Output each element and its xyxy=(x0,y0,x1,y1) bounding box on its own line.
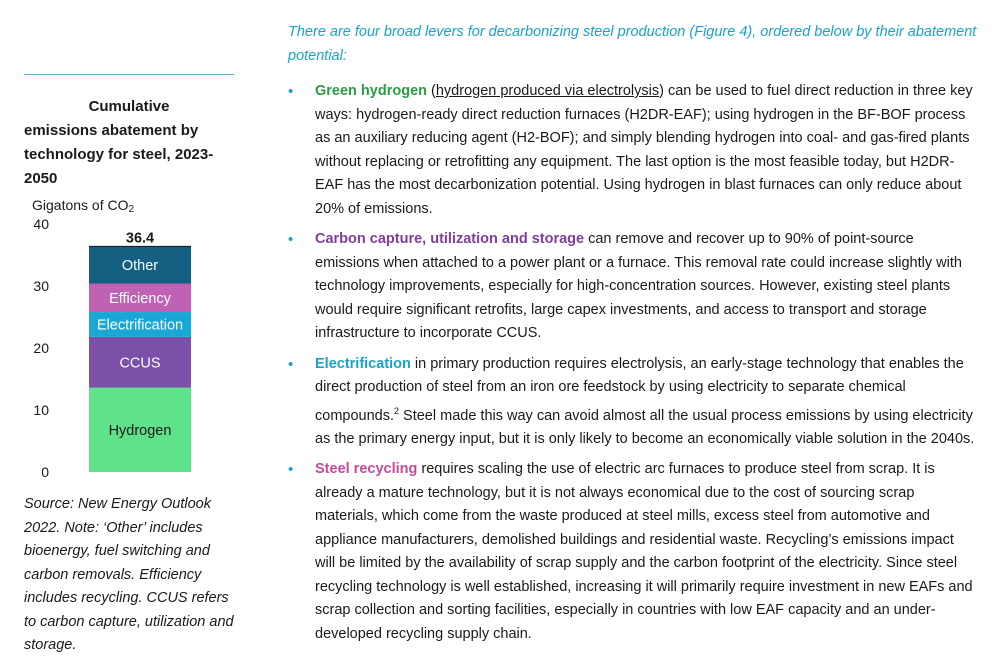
unit-subscript: 2 xyxy=(128,204,135,215)
intro-text: There are four broad levers for decarbonizing steel production (Figure 4), ordered below by their abatement potential: xyxy=(288,24,977,64)
chart-source-note: Source: New Energy Outlook 2022. Note: ‘Other’ includes bioenergy, fuel switching and carbon removals. Efficiency includes recycling. CCUS refers to carbon capture, utilization and storage. xyxy=(24,496,234,653)
lever-text: requires scaling the use of electric arc furnaces to produce steel from scrap. It is already a mature technology, but it is not always economical due to the cost of sourcing scrap materials, which come from the waste produced at steel mills, excess steel from automotive and appliance manufacturers, demolished buildings and residential waste. Recycling’s emissions impact will be limited by the availability of scrap supply and the carbon footprint of the electricity. Since steel recycling technology is well established, increasing it will primarily require investment in new EAFs and scrap collection and sorting facilities, especially in countries with low EAF capacity and an under-developed recycling supply chain. xyxy=(315,461,973,642)
lever-text: ) can be used to fuel direct reduction in three key ways: hydrogen-ready direct reduction furnaces (H2DR-EAF); using hydrogen in the BF-BOF process as an auxiliary reducing agent (H2-BOF); and simply blending hydrogen into coal- and gas-fired plants without replacing or retrofitting any equipment. The last option is the most feasible today, but H2DR-EAF has the most decarbonization potential. Using hydrogen in blast furnaces can only reduce about 20% of emissions. xyxy=(315,83,973,217)
y-tick-label: 30 xyxy=(33,278,49,294)
bullet-icon: • xyxy=(288,461,294,479)
y-tick-label: 20 xyxy=(33,340,49,356)
unit-text: Gigatons of CO xyxy=(32,197,129,213)
stacked-bar-chart xyxy=(0,210,240,485)
y-tick-label: 10 xyxy=(33,402,49,418)
chart-title-line-4: 2050 xyxy=(24,170,58,187)
y-tick-label: 0 xyxy=(41,464,49,480)
chart-title xyxy=(24,95,234,191)
bullet-icon: • xyxy=(288,231,294,248)
lever-term-green-hydrogen: Green hydrogen xyxy=(315,83,427,99)
lever-text: can remove and recover up to 90% of point-source emissions when attached to a power plant or a furnace. This removal rate could increase slightly with technology improvements, especially for high-concentration sources. However, existing steel plants would require significant retrofits, large capex investments, and access to transport and storage infrastructure to incorporate CCUS. xyxy=(315,231,962,341)
lever-text: in primary production requires electrolysis, an early-stage technology that enables the direct production of steel from an iron ore feedstock by using electricity to separate chemical compounds. xyxy=(315,355,964,424)
lever-term-ccus: Carbon capture, utilization and storage xyxy=(315,231,585,247)
lever-text: ( xyxy=(427,83,436,99)
segment-label-efficiency: Efficiency xyxy=(109,290,171,307)
segment-label-ccus: CCUS xyxy=(119,355,161,372)
lever-text: Steel made this way can avoid almost all the usual process emissions by using electricity as the primary energy input, but it is only likely to become an economically viable solution in the 2040s. xyxy=(315,407,975,447)
hydrogen-electrolysis-link[interactable]: hydrogen produced via electrolysis xyxy=(435,83,660,99)
chart-top-rule xyxy=(24,74,234,75)
levers-list xyxy=(288,80,978,653)
lever-green-hydrogen xyxy=(288,80,978,221)
lever-steel-recycling xyxy=(288,458,978,646)
segment-label-hydrogen: Hydrogen xyxy=(108,422,172,439)
bullet-icon: • xyxy=(288,355,294,373)
lever-ccus xyxy=(288,228,978,346)
bullet-icon: • xyxy=(288,83,294,100)
footnote-marker: 2 xyxy=(394,405,400,416)
lever-term-steel-recycling: Steel recycling xyxy=(315,461,418,478)
chart-title-line-1: Cumulative xyxy=(88,98,170,115)
total-label: 36.4 xyxy=(125,230,155,247)
segment-label-electrification: Electrification xyxy=(96,317,184,334)
chart-title-line-3: technology for steel, 2023- xyxy=(24,146,214,163)
segment-label-other: Other xyxy=(121,257,159,274)
lever-term-electrification: Electrification xyxy=(315,355,411,372)
lever-electrification xyxy=(288,353,978,452)
chart-title-line-2: emissions abatement by xyxy=(24,122,199,139)
y-tick-label: 40 xyxy=(33,216,49,232)
